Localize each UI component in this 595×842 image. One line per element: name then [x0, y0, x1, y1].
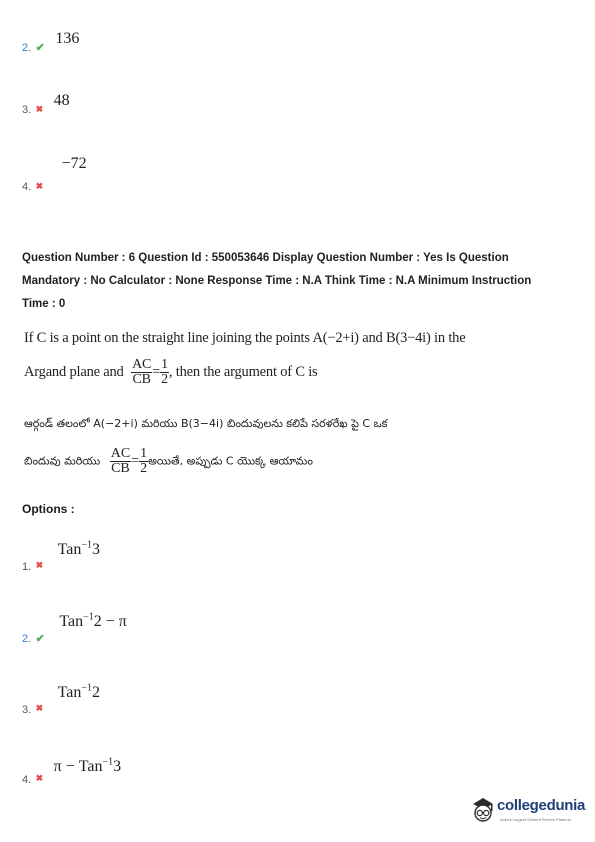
- option-1: [22, 540, 101, 574]
- question-text-en-line2: Argand plane and $\frac{AC}{CB}$ = $\frac{1}{2}$ , then the argument of C is: [24, 357, 318, 387]
- check-icon: ✔: [35, 42, 45, 54]
- option-number: 3.: [22, 104, 32, 116]
- cross-icon: ✖: [35, 560, 44, 571]
- cross-icon: ✖: [35, 104, 44, 114]
- prev-option-4: [22, 155, 87, 193]
- cross-icon: ✖: [35, 773, 44, 784]
- prev-option-2: [22, 30, 80, 54]
- question-meta-line: Question Number : 6 Question Id : 550053646 Display Question Number : Yes Is Question: [22, 252, 509, 264]
- prev-option-3: [22, 92, 70, 116]
- question-text-suffix: అయితే, అప్పుడు C యొక్క ఆయామం: [148, 454, 313, 468]
- fraction-denominator: 2: [140, 461, 148, 476]
- mascot-icon: [470, 795, 496, 825]
- option-number: 4.: [22, 774, 32, 787]
- fraction-denominator: 2: [161, 372, 168, 387]
- fraction-numerator: AC: [110, 446, 131, 461]
- collegedunia-logo: [470, 793, 592, 833]
- option-3: [22, 683, 101, 717]
- fraction-numerator: AC: [132, 357, 152, 372]
- cross-icon: ✖: [35, 181, 44, 191]
- question-meta-line: Mandatory : No Calculator : None Response Time : N.A Think Time : N.A Minimum Instruction: [22, 275, 532, 287]
- option-value: 48: [53, 92, 70, 109]
- option-value: Tan$^{-1}$2: [57, 683, 101, 702]
- option-value: Tan$^{-1}$2 − π: [59, 612, 127, 631]
- question-text-te-line2: బిందువు మరియు $\frac{AC}{CB}$ = $\frac{1}{2}$ అయితే, అప్పుడు C యొక్క ఆయామం: [24, 446, 313, 476]
- fraction-numerator: 1: [161, 357, 168, 372]
- fraction-one-half: [160, 358, 169, 387]
- question-text-suffix: , then the argument of C is: [168, 363, 318, 380]
- fraction-numerator: 1: [140, 446, 148, 461]
- question-meta: [22, 247, 582, 316]
- option-value: −72: [61, 155, 87, 172]
- option-4: [22, 757, 122, 787]
- option-number: 2.: [22, 42, 32, 54]
- fraction-denominator: CB: [111, 461, 130, 476]
- brand-name: collegedunia: [497, 797, 586, 814]
- check-icon: ✔: [35, 633, 45, 646]
- option-number: 2.: [22, 633, 32, 646]
- option-value: 136: [55, 30, 80, 47]
- option-value: Tan$^{-1}$3: [57, 540, 101, 559]
- option-number: 3.: [22, 704, 32, 717]
- option-number: 1.: [22, 561, 32, 574]
- brand-tagline: India's Largest Student Review Platform: [500, 817, 572, 822]
- question-meta-line: Time : 0: [22, 298, 66, 310]
- question-text-en-line1: If C is a point on the straight line joining the points A(−2+i) and B(3−4i) in the: [24, 330, 466, 346]
- fraction-ac-cb: [131, 358, 152, 387]
- option-number: 4.: [22, 181, 32, 193]
- fraction-denominator: CB: [132, 372, 151, 387]
- cross-icon: ✖: [35, 703, 44, 714]
- fraction-one-half: [139, 447, 148, 476]
- question-text-prefix: Argand plane and: [24, 363, 124, 380]
- question-text-prefix: బిందువు మరియు: [24, 454, 101, 468]
- options-label: Options :: [22, 502, 75, 516]
- question-text-te-line1: ఆర్గండ్ తలంలో A(−2+i) మరియు B(3−4i) బిందువులను కలిపే సరళరేఖ పై C ఒక: [24, 417, 388, 430]
- fraction-ac-cb: [110, 447, 131, 476]
- option-2: [22, 612, 127, 646]
- option-value: π − Tan$^{-1}$3: [53, 757, 122, 776]
